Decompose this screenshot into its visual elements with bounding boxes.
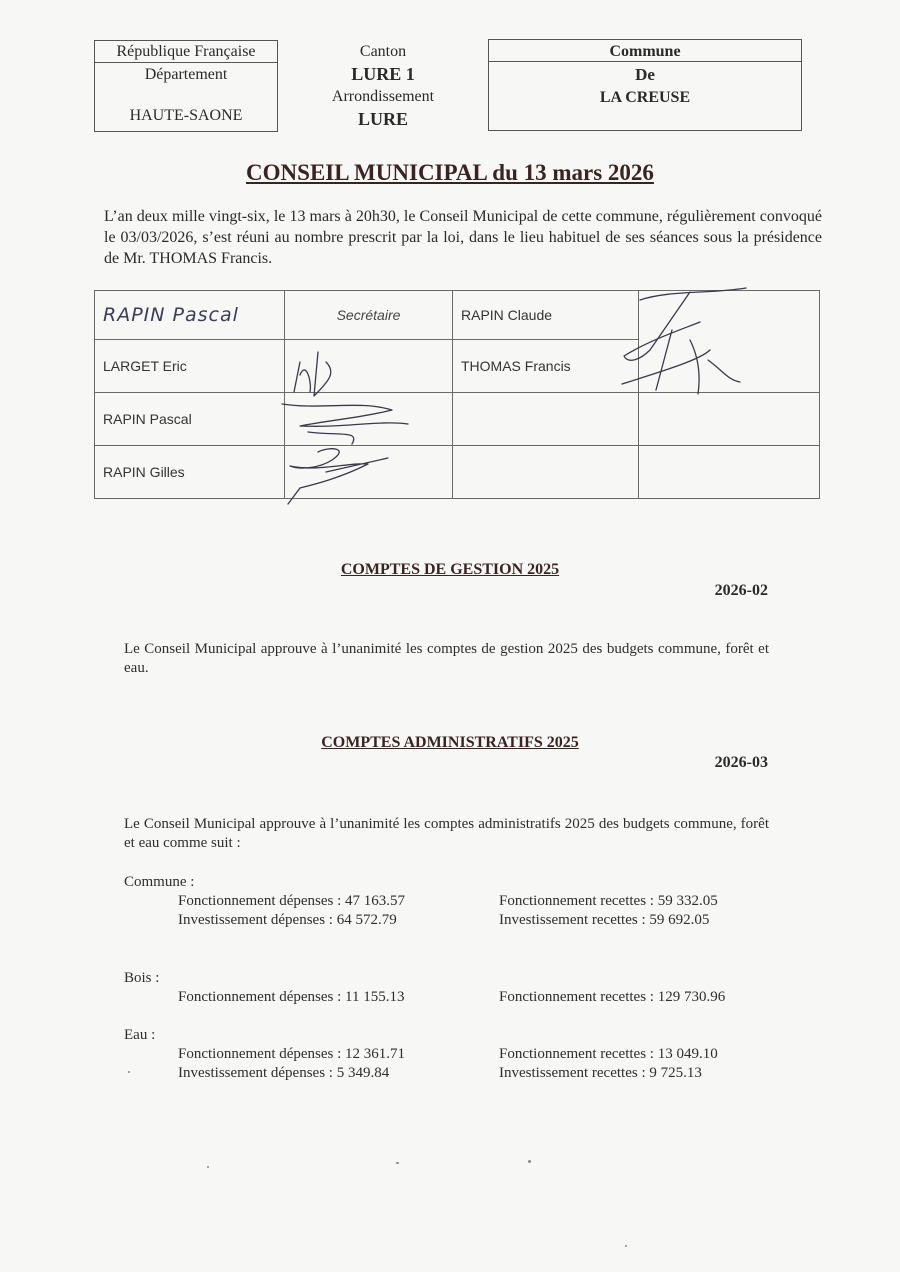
canton-value: LURE 1 [351,64,415,84]
commune-invest-recettes: Investissement recettes : 59 692.05 [499,912,710,928]
attendance-table [94,290,820,499]
arrondissement-label: Arrondissement [331,88,435,105]
scan-speck [207,1166,209,1168]
empty-cell [639,446,820,499]
eau-invest-depenses: Investissement dépenses : 5 349.84 [178,1065,390,1081]
member-name-rapin-claude: RAPIN Claude [453,291,639,340]
eau-fonct-depenses: Fonctionnement dépenses : 12 361.71 [178,1046,406,1062]
commune-label: Commune [609,43,681,60]
departement-label: Département [144,66,228,83]
bois-fonct-depenses: Fonctionnement dépenses : 11 155.13 [178,989,405,1005]
commune-label: Commune : [124,874,195,890]
scan-speck [396,1162,399,1164]
arrondissement-value: LURE [357,109,408,129]
intro-paragraph: L’an deux mille vingt-six, le 13 mars à 20h30, le Conseil Municipal de cette commune, régulièrement convoqué le 03/03/2026, s’est réuni au nombre prescrit par la loi, dans le lieu habituel de ses séances sous la présidence de Mr. THOMAS Francis. [104,208,822,267]
scan-speck [128,1071,130,1073]
republique-label: République Française [116,43,256,60]
signature-larget-cell [285,340,453,393]
canton-label: Canton [359,43,407,60]
member-name-rapin-pascal: RAPIN Pascal [95,393,285,446]
commune-invest-depenses: Investissement dépenses : 64 572.79 [178,912,397,928]
scan-speck [625,1245,627,1247]
departement-value: HAUTE-SAONE [129,107,243,124]
empty-cell [639,393,820,446]
bois-label: Bois : [124,970,160,986]
eau-fonct-recettes: Fonctionnement recettes : 13 049.10 [499,1046,718,1062]
page-title: CONSEIL MUNICIPAL du 13 mars 2026 [246,160,654,185]
commune-de: De [635,65,655,84]
member-name-thomas: THOMAS Francis [453,340,639,393]
header-left-divider [94,62,278,63]
section-title-comptes-gestion: COMPTES DE GESTION 2025 [340,561,560,578]
bois-fonct-recettes: Fonctionnement recettes : 129 730.96 [499,989,726,1005]
section-title-comptes-administratifs: COMPTES ADMINISTRATIFS 2025 [321,734,579,751]
commune-fonct-recettes: Fonctionnement recettes : 59 332.05 [499,893,718,909]
signature-rapin-pascal-cell [285,393,453,446]
secretary-signature-cell [95,291,285,340]
commune-fonct-depenses: Fonctionnement dépenses : 47 163.57 [178,893,406,909]
eau-label: Eau : [124,1027,156,1043]
section-text-comptes-administratifs: Le Conseil Municipal approuve à l’unanimité les comptes administratifs 2025 des budgets commune, forêt et eau comme suit : [124,816,769,851]
secretary-handwritten-name: RAPIN Pascal [103,304,239,326]
section-text-comptes-gestion: Le Conseil Municipal approuve à l’unanimité les comptes de gestion 2025 des budgets commune, forêt et eau. [124,641,769,676]
member-name-larget: LARGET Eric [95,340,285,393]
deliberation-ref-2026-03: 2026-03 [714,754,768,771]
empty-cell [453,393,639,446]
member-name-rapin-gilles: RAPIN Gilles [95,446,285,499]
deliberation-ref-2026-02: 2026-02 [714,582,768,599]
signature-thomas-cell [639,291,820,393]
scan-speck [528,1160,531,1163]
eau-invest-recettes: Investissement recettes : 9 725.13 [499,1065,702,1081]
commune-value: LA CREUSE [599,89,691,106]
signature-rapin-gilles-cell [285,446,453,499]
secretary-label: Secrétaire [285,291,453,340]
empty-cell [453,446,639,499]
